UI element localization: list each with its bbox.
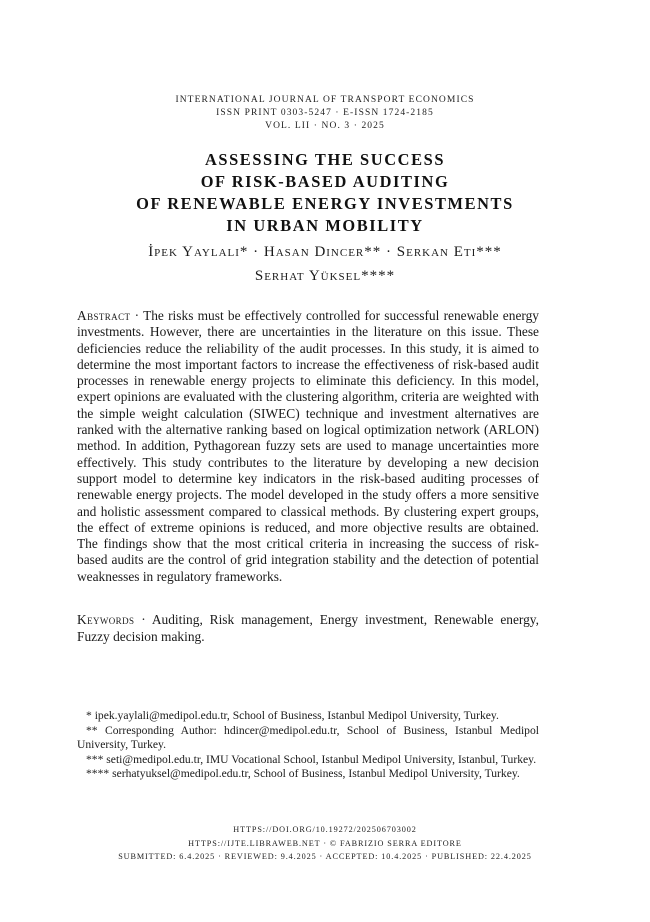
abstract-text: The risks must be effectively controlled for successful renewable energy investments. However, there are uncertainties in the literature on this issue. These deficiencies reduce the reliability of the audit processes. In this study, it is aimed to determine the most important factors to increase the effectiveness of risk-based audit processes in renewable energy projects to eliminate this deficiency. In this model, expert opinions are evaluated with the clustering algorithm, criteria are weighted with the simple weight calculation (SIWEC) technique and investment alternatives are ranked with the alternative ranking based on logical optimization network (ARLON) method. In addition, Pythagorean fuzzy sets are used to manage uncertainties more effectively. This study contributes to the literature by developing a new decision support model to determine key indicators in the risk-based auditing processes of renewable energy projects. The model developed in the study offers a more sensitive and holistic assessment compared to classical methods. By clustering expert groups, the effect of extreme opinions is reduced, and more objective results are obtained. The findings show that the most critical criteria in increasing the success of risk-based audits are the control of grid integration stability and the detection of potential weaknesses in regulatory frameworks.	[77, 308, 539, 584]
author-list	[0, 240, 650, 288]
footer-publisher: HTTPS://IJTE.LIBRAWEB.NET · © FABRIZIO SERRA EDITORE	[188, 838, 462, 848]
authors-line-2: Serhat Yüksel****	[254, 268, 396, 284]
abstract-separator: ·	[130, 308, 144, 323]
author-footnotes	[77, 709, 539, 782]
title-line-4: IN URBAN MOBILITY	[226, 216, 424, 235]
abstract-label: Abstract	[77, 308, 131, 323]
title-line-1: ASSESSING THE SUCCESS	[204, 150, 446, 169]
keywords-text: Auditing, Risk management, Energy investment, Renewable energy, Fuzzy decision making.	[77, 612, 539, 644]
journal-volume: VOL. LII · NO. 3 · 2025	[265, 121, 385, 131]
authors-line-1: İpek Yaylali* · Hasan Dincer** · Serkan Eti***	[148, 244, 502, 260]
title-line-3: OF RENEWABLE ENERGY INVESTMENTS	[136, 194, 514, 213]
keywords-label: Keywords	[77, 612, 135, 627]
footer-doi-link[interactable]: HTTPS://DOI.ORG/10.19272/202506703002	[233, 825, 417, 834]
footer-dates: SUBMITTED: 6.4.2025 · REVIEWED: 9.4.2025 · ACCEPTED: 10.4.2025 · PUBLISHED: 22.4.2025	[118, 852, 532, 861]
abstract	[77, 308, 539, 585]
journal-issn: ISSN PRINT 0303-5247 · E-ISSN 1724-2185	[216, 108, 434, 118]
footnote-2: ** Corresponding Author: hdincer@medipol.edu.tr, School of Business, Istanbul Medipol University, Turkey.	[77, 723, 539, 751]
paper-title	[0, 149, 650, 237]
keywords-separator: ·	[134, 612, 152, 627]
footnote-3: *** seti@medipol.edu.tr, IMU Vocational School, Istanbul Medipol University, Istanbul, Turkey.	[86, 752, 537, 766]
title-line-2: OF RISK-BASED AUDITING	[200, 172, 450, 191]
footnote-1: * ipek.yaylali@medipol.edu.tr, School of Business, Istanbul Medipol University, Turkey.	[86, 709, 499, 722]
journal-header	[0, 94, 650, 133]
footnote-4: **** serhatyuksel@medipol.edu.tr, School of Business, Istanbul Medipol University, Turkey.	[86, 767, 520, 780]
journal-name: INTERNATIONAL JOURNAL OF TRANSPORT ECONOMICS	[175, 95, 475, 105]
page-footer	[0, 823, 650, 864]
keywords	[77, 612, 539, 645]
